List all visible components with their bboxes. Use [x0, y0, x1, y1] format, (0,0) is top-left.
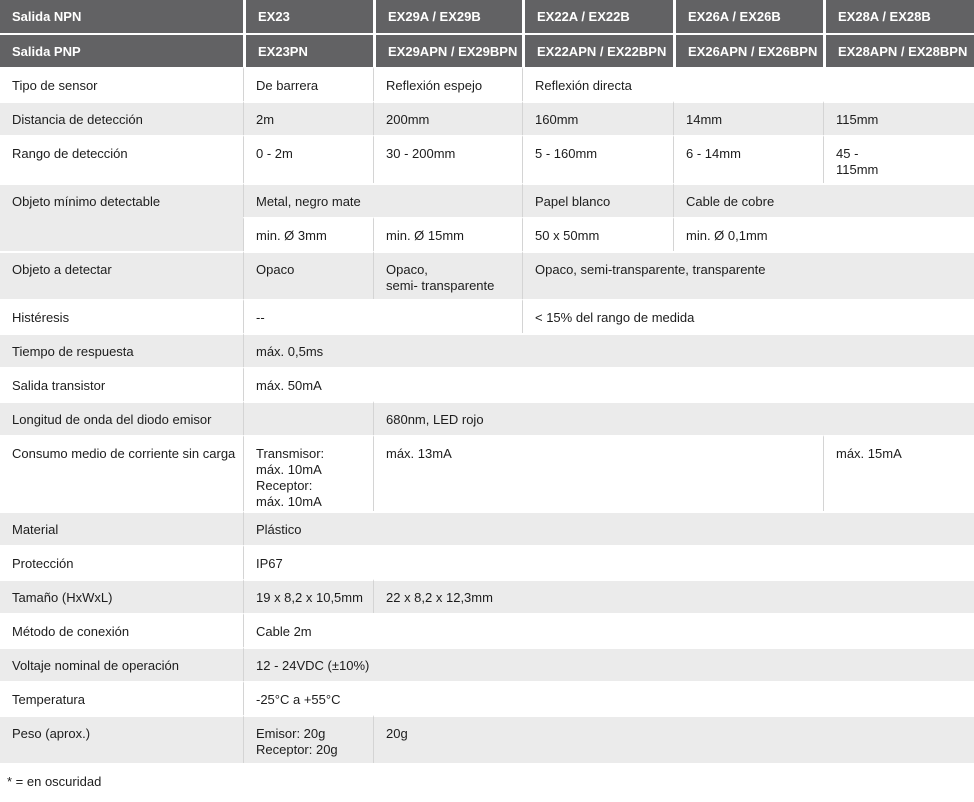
table-row-distancia-de-deteccion: [0, 101, 974, 135]
model-header-cell: EX22APN / EX22BPN: [522, 33, 673, 67]
row-label: Temperatura: [0, 681, 243, 715]
row-label: Histéresis: [0, 299, 243, 333]
spec-cell: Transmisor: máx. 10mA Receptor: máx. 10mA: [243, 435, 373, 511]
row-label: Tipo de sensor: [0, 67, 243, 101]
spec-cell: Opaco, semi-transparente, transparente: [522, 251, 974, 299]
model-header-cell: EX26APN / EX26BPN: [673, 33, 823, 67]
spec-cell: Reflexión espejo: [373, 67, 522, 101]
spec-cell: máx. 50mA: [243, 367, 974, 401]
spec-cell: 200mm: [373, 101, 522, 135]
row-label: Peso (aprox.): [0, 715, 243, 763]
output-type-header: Salida NPN: [0, 0, 243, 33]
table-row-metodo-de-conexion: [0, 613, 974, 647]
spec-cell: máx. 13mA: [373, 435, 823, 511]
row-label: Salida transistor: [0, 367, 243, 401]
model-header-cell: EX26A / EX26B: [673, 0, 823, 33]
table-row-salida-npn: [0, 0, 974, 33]
row-label: Consumo medio de corriente sin carga: [0, 435, 243, 511]
spec-cell: 0 - 2m: [243, 135, 373, 183]
spec-cell: 50 x 50mm: [522, 217, 673, 251]
spec-cell: máx. 0,5ms: [243, 333, 974, 367]
spec-cell: 20g: [373, 715, 974, 763]
table-row-proteccion: [0, 545, 974, 579]
table-row-objeto-minimo-detectable: [0, 183, 974, 217]
spec-cell: Emisor: 20g Receptor: 20g: [243, 715, 373, 763]
spec-cell: 14mm: [673, 101, 823, 135]
spec-cell: 30 - 200mm: [373, 135, 522, 183]
table-row-peso: [0, 715, 974, 763]
row-label: Distancia de detección: [0, 101, 243, 135]
model-header-cell: EX22A / EX22B: [522, 0, 673, 33]
spec-cell: 5 - 160mm: [522, 135, 673, 183]
table-row-tamano: [0, 579, 974, 613]
spec-cell: 19 x 8,2 x 10,5mm: [243, 579, 373, 613]
row-label: Material: [0, 511, 243, 545]
spec-cell: Opaco, semi- transparente: [373, 251, 522, 299]
table-row-longitud-de-onda-diodo-emisor: [0, 401, 974, 435]
row-label: Objeto mínimo detectable: [0, 183, 243, 251]
spec-cell: Opaco: [243, 251, 373, 299]
spec-cell: min. Ø 15mm: [373, 217, 522, 251]
table-row-salida-pnp: [0, 33, 974, 67]
table-row-histeresis: [0, 299, 974, 333]
spec-cell: --: [243, 299, 522, 333]
spec-cell: 6 - 14mm: [673, 135, 823, 183]
table-row-objeto-a-detectar: [0, 251, 974, 299]
output-type-header: Salida PNP: [0, 33, 243, 67]
model-header-cell: EX23: [243, 0, 373, 33]
model-header-cell: EX28APN / EX28BPN: [823, 33, 974, 67]
row-label: Rango de detección: [0, 135, 243, 183]
spec-cell: < 15% del rango de medida: [522, 299, 974, 333]
spec-cell: 115mm: [823, 101, 974, 135]
spec-cell: 45 - 115mm: [823, 135, 974, 183]
spec-cell: 160mm: [522, 101, 673, 135]
row-label: Protección: [0, 545, 243, 579]
spec-cell: Cable 2m: [243, 613, 974, 647]
spec-cell: [243, 401, 373, 435]
row-label: Método de conexión: [0, 613, 243, 647]
table-row-rango-de-deteccion: [0, 135, 974, 183]
row-label: Voltaje nominal de operación: [0, 647, 243, 681]
model-header-cell: EX29A / EX29B: [373, 0, 522, 33]
model-header-cell: EX29APN / EX29BPN: [373, 33, 522, 67]
table-row-salida-transistor: [0, 367, 974, 401]
row-label: Tiempo de respuesta: [0, 333, 243, 367]
table-row-tiempo-de-respuesta: [0, 333, 974, 367]
spec-cell: IP67: [243, 545, 974, 579]
table-row-temperatura: [0, 681, 974, 715]
spec-cell: Cable de cobre: [673, 183, 974, 217]
model-header-cell: EX28A / EX28B: [823, 0, 974, 33]
spec-cell: 22 x 8,2 x 12,3mm: [373, 579, 974, 613]
spec-cell: máx. 15mA: [823, 435, 974, 511]
spec-cell: 2m: [243, 101, 373, 135]
spec-cell: 680nm, LED rojo: [373, 401, 974, 435]
row-label: Tamaño (HxWxL): [0, 579, 243, 613]
spec-cell: 12 - 24VDC (±10%): [243, 647, 974, 681]
row-label: Objeto a detectar: [0, 251, 243, 299]
table-row-tipo-de-sensor: [0, 67, 974, 101]
spec-cell: -25°C a +55°C: [243, 681, 974, 715]
spec-cell: Papel blanco: [522, 183, 673, 217]
spec-cell: De barrera: [243, 67, 373, 101]
spec-cell: Plástico: [243, 511, 974, 545]
table-row-consumo-medio-corriente: [0, 435, 974, 511]
spec-cell: Metal, negro mate: [243, 183, 522, 217]
spec-cell: Reflexión directa: [522, 67, 974, 101]
spec-cell: min. Ø 0,1mm: [673, 217, 974, 251]
row-label: Longitud de onda del diodo emisor: [0, 401, 243, 435]
footnote: * = en oscuridad: [7, 774, 102, 789]
model-header-cell: EX23PN: [243, 33, 373, 67]
table-row-voltaje-nominal: [0, 647, 974, 681]
spec-cell: min. Ø 3mm: [243, 217, 373, 251]
table-row-material: [0, 511, 974, 545]
